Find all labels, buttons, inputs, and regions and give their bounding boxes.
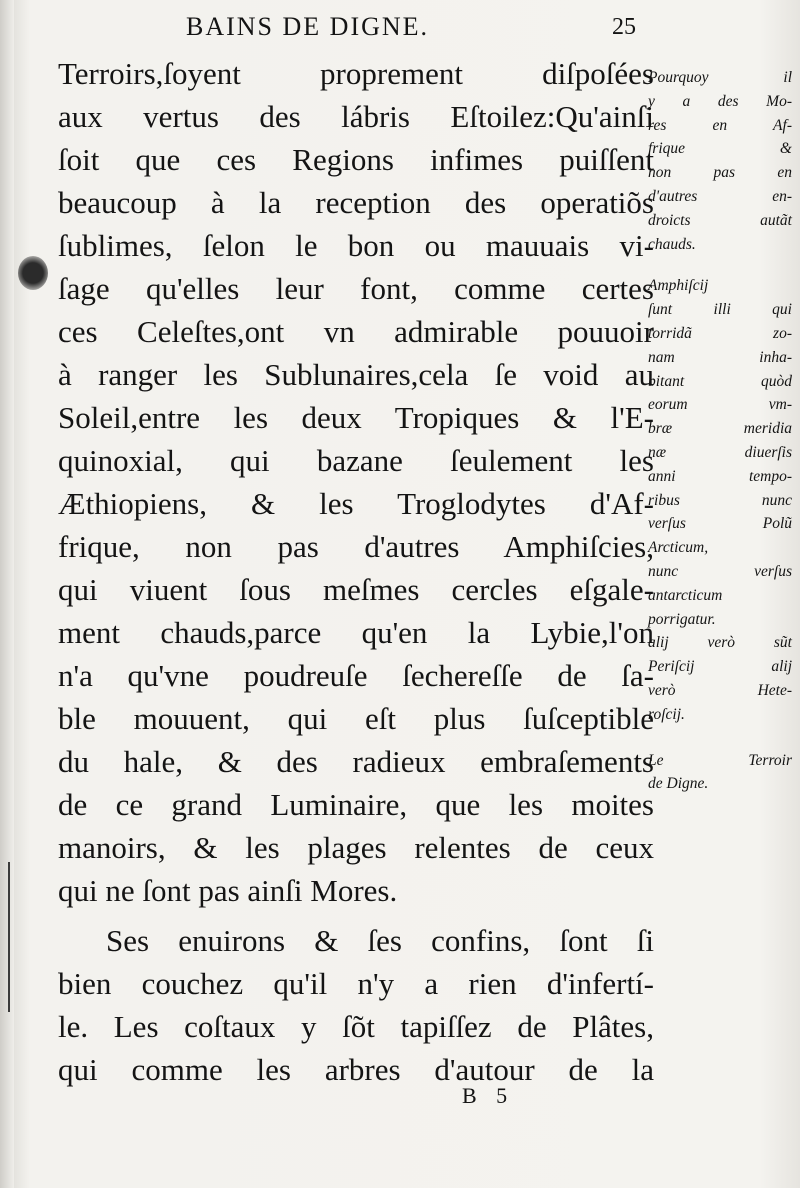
text-line: ſublimes, ſelon le bon ou mauuais vi-: [58, 228, 654, 263]
text-line: frique, non pas d'autres Amphiſcies,: [58, 529, 654, 564]
text-line: n'a qu'vne poudreuſe ſechereſſe de ſa-: [58, 658, 654, 693]
margin-note-amphiscii: [648, 274, 792, 726]
note-line: chauds.: [648, 235, 696, 253]
text-line: ſoit que ces Regions infimes puiſſent: [58, 142, 654, 177]
page-spine-shadow: [0, 0, 14, 1188]
note-line: antarcticum: [648, 586, 723, 604]
note-line: ribus nunc: [648, 491, 792, 509]
note-line: porrigatur.: [648, 610, 716, 628]
note-line: nunc verſus: [648, 562, 792, 580]
note-line: anni tempo-: [648, 467, 792, 485]
text-line: qui ne ſont pas ainſi Mores.: [58, 873, 398, 908]
margin-notes: [648, 66, 792, 814]
text-line: qui comme les arbres d'autour de la: [58, 1052, 654, 1087]
text-line: ſage qu'elles leur font, comme certes: [58, 271, 654, 306]
note-line: Arcticum,: [648, 539, 709, 557]
note-line: Pourquoy il: [648, 69, 792, 86]
note-line: non pas en: [648, 164, 792, 182]
text-line: ment chauds,parce qu'en la Lybie,l'on: [58, 615, 654, 650]
note-line: verſus Polũ: [648, 515, 792, 533]
text-line: aux vertus des lábris Eſtoilez:Qu'ainſi: [58, 99, 654, 134]
text-line: de ce grand Luminaire, que les moites: [58, 787, 654, 822]
note-line: torridã zo-: [648, 324, 792, 342]
note-line: eorum vm-: [648, 396, 792, 414]
note-line: roſcij.: [648, 705, 685, 723]
note-line: res en Af-: [648, 116, 792, 134]
note-line: d'autres en-: [648, 187, 792, 205]
note-line: y a des Mo-: [648, 92, 792, 110]
page-edge-mark: [8, 862, 10, 1012]
note-line: Le Terroir: [648, 751, 792, 769]
text-line: ble mouuent, qui eſt plus ſuſceptible: [58, 701, 654, 736]
note-line: de Digne.: [648, 775, 709, 793]
page-number: 25: [612, 14, 636, 40]
note-line: verò Hete-: [648, 681, 792, 699]
text-line: le. Les coſtaux y ſõt tapiſſez de Plâtes,: [58, 1009, 654, 1044]
text-line: Soleil,entre les deux Tropiques & l'E-: [58, 400, 654, 435]
paragraph-gap: [58, 912, 654, 919]
note-line: alij verò sũt: [648, 634, 792, 652]
text-line: qui viuent ſous meſmes cercles eſgale-: [58, 572, 654, 607]
note-line: Periſcij alij: [648, 658, 792, 676]
note-line: droicts autãt: [648, 211, 792, 229]
note-line: bitant quòd: [648, 372, 792, 390]
note-line: frique &: [648, 140, 792, 158]
note-line: næ diuerſis: [648, 443, 792, 461]
text-line: à ranger les Sublunaires,cela ſe void au: [58, 357, 654, 392]
note-line: Amphiſcij: [648, 277, 709, 295]
ink-blot-stain: [18, 256, 48, 290]
text-line: Ses enuirons & ſes confins, ſont ſi: [106, 923, 654, 958]
text-line: quinoxial, qui bazane ſeulement les: [58, 443, 654, 478]
text-line: bien couchez qu'il n'y a rien d'infertí-: [58, 966, 654, 1001]
text-line: Æthiopiens, & les Troglodytes d'Af-: [58, 486, 654, 521]
text-line: manoirs, & les plages relentes de ceux: [58, 830, 654, 865]
text-line: Terroirs,ſoyent proprement diſpoſées: [58, 56, 654, 91]
text-line: beaucoup à la reception des operatiõs: [58, 185, 654, 220]
note-line: bræ meridia: [648, 420, 792, 438]
signature-mark: B 5: [462, 1083, 508, 1108]
note-line: ſunt illi qui: [648, 301, 792, 319]
note-line: nam inha-: [648, 348, 792, 366]
running-head: BAINS DE DIGNE.: [186, 12, 430, 41]
text-line: ces Celeſtes,ont vn admirable pouuoir: [58, 314, 654, 349]
main-text-block: [58, 52, 654, 1091]
margin-note-moors: [648, 66, 792, 256]
text-line: du hale, & des radieux embraſements: [58, 744, 654, 779]
margin-note-terroir: [648, 749, 792, 797]
